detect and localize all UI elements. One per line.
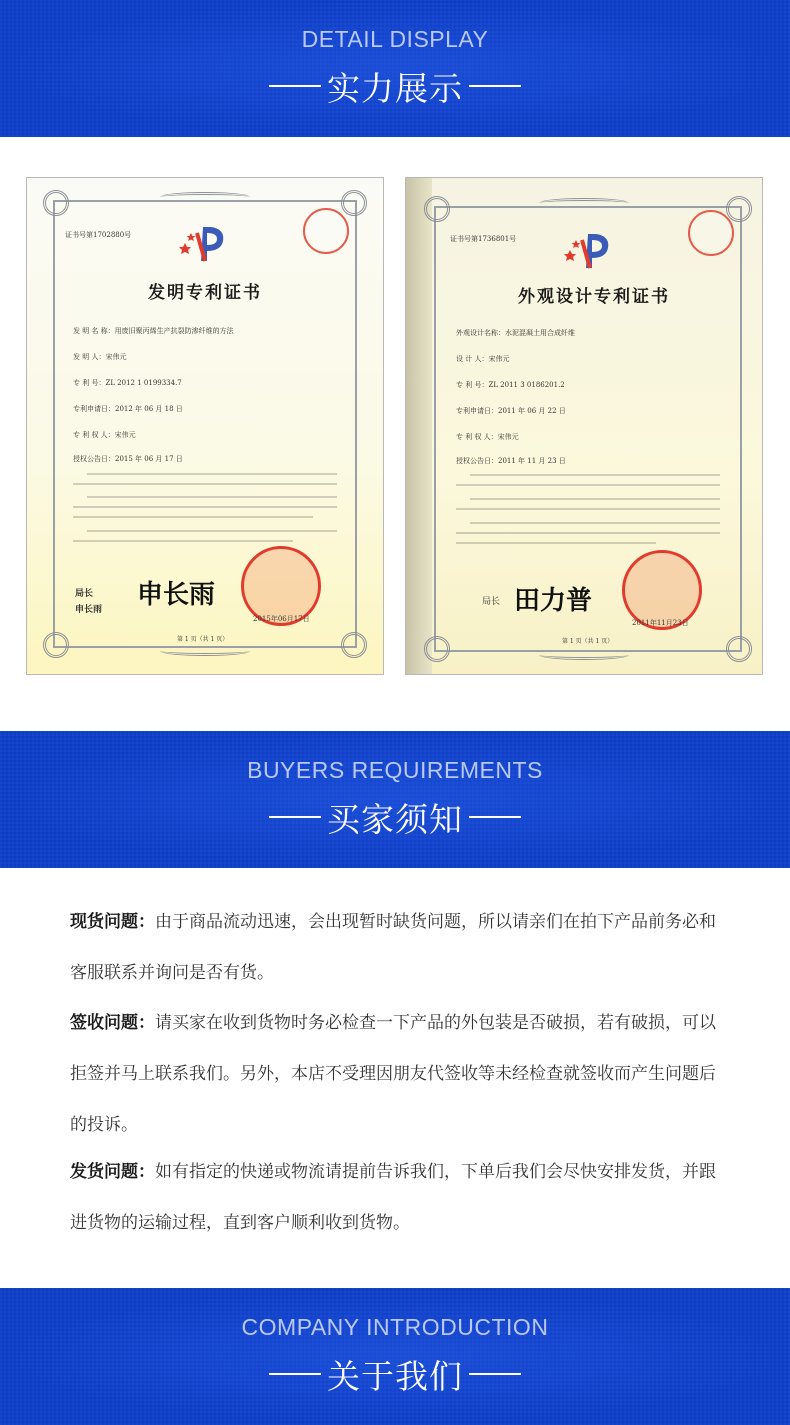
text-line	[470, 522, 720, 524]
announce-date: 授权公告日：2011 年 11 月 23 日	[456, 457, 566, 465]
apply-date: 专利申请日：2012 年 06 月 18 日	[73, 405, 183, 413]
corner-ornament	[726, 636, 752, 662]
patent-office-logo-icon	[177, 223, 233, 263]
certificate-title: 发明专利证书	[148, 283, 262, 303]
page-number: 第 1 页（共 1 页）	[562, 638, 614, 645]
patent-owner: 专 利 权 人：宋伟元	[73, 431, 136, 439]
small-stamp	[688, 210, 734, 256]
text-line	[456, 508, 720, 510]
corner-ornament	[43, 190, 69, 216]
title-dash-left	[269, 85, 321, 87]
certificate-design-patent	[405, 177, 763, 675]
director-name: 申长雨	[75, 605, 103, 615]
text-line	[73, 540, 293, 542]
banner-en-title: DETAIL DISPLAY	[301, 26, 489, 52]
text-line	[456, 484, 720, 486]
corner-ornament	[43, 632, 69, 658]
text-line	[87, 530, 337, 532]
title-dash-left	[269, 1373, 321, 1375]
text-line	[456, 542, 656, 544]
requirement-stock	[70, 897, 730, 999]
invention-name: 发 明 名 称：用废旧聚丙烯生产抗裂防渗纤维的方法	[73, 327, 234, 335]
corner-ornament	[726, 196, 752, 222]
director-signature: 田力普	[514, 586, 593, 616]
text-line	[470, 474, 720, 476]
certificate-invention-patent	[26, 177, 384, 675]
banner-en-title: BUYERS REQUIREMENTS	[247, 757, 543, 783]
corner-ornament	[424, 636, 450, 662]
banner-detail-display	[0, 0, 790, 137]
stamp-date: 2011年11月23日	[632, 619, 689, 627]
inventor: 发 明 人：宋伟元	[73, 353, 127, 361]
certificate-number: 证书号第1702880号	[65, 231, 132, 239]
banner-cn-row	[0, 1352, 790, 1396]
title-dash-right	[469, 816, 521, 818]
corner-ornament	[424, 196, 450, 222]
text-line	[73, 516, 313, 518]
title-dash-right	[469, 1373, 521, 1375]
banner-company-introduction	[0, 1288, 790, 1425]
director-signature: 申长雨	[137, 580, 216, 610]
small-stamp	[303, 208, 349, 254]
requirement-shipping	[70, 1147, 730, 1249]
page-shadow	[406, 178, 432, 674]
certificate-title: 外观设计专利证书	[518, 287, 670, 307]
requirement-signing	[70, 998, 730, 1151]
apply-date: 专利申请日：2011 年 06 月 22 日	[456, 407, 566, 415]
banner-cn-title: 关于我们	[327, 1356, 463, 1396]
patent-owner: 专 利 权 人：宋伟元	[456, 433, 519, 441]
banner-cn-title: 买家须知	[327, 799, 463, 839]
director-label: 局长	[482, 597, 501, 607]
director-label: 局长	[75, 589, 94, 599]
banner-en-title: COMPANY INTRODUCTION	[241, 1314, 549, 1340]
bottom-ornament	[160, 646, 250, 656]
requirement-text: 如有指定的快递或物流请提前告诉我们，下单后我们会尽快安排发货，并跟进货物的运输过程，直到客户顺利收到货物。	[70, 1162, 716, 1233]
text-line	[87, 496, 337, 498]
design-name: 外观设计名称：水泥混凝土用合成纤维	[456, 329, 575, 337]
text-line	[456, 532, 720, 534]
corner-ornament	[341, 632, 367, 658]
stamp-date: 2015年06月17日	[253, 615, 310, 623]
bottom-ornament	[539, 650, 629, 660]
patent-number: 专 利 号：ZL 2012 1 0199334.7	[73, 379, 182, 387]
requirement-text: 请买家在收到货物时务必检查一下产品的外包装是否破损，若有破损，可以拒签并马上联系我们。另外，本店不受理因朋友代签收等未经检查就签收而产生问题后的投诉。	[70, 1013, 716, 1135]
title-dash-right	[469, 85, 521, 87]
patent-office-logo-icon	[562, 230, 618, 270]
banner-cn-title: 实力展示	[327, 68, 463, 108]
text-line	[470, 498, 720, 500]
banner-cn-row	[0, 795, 790, 839]
top-ornament	[160, 192, 250, 202]
requirement-label: 签收问题：	[70, 1013, 155, 1033]
text-line	[73, 506, 337, 508]
announce-date: 授权公告日：2015 年 06 月 17 日	[73, 455, 183, 463]
patent-number: 专 利 号：ZL 2011 3 0186201.2	[456, 381, 565, 389]
corner-ornament	[341, 190, 367, 216]
page-number: 第 1 页（共 1 页）	[177, 636, 229, 643]
certificate-number: 证书号第1736801号	[450, 235, 517, 243]
banner-buyers-requirements	[0, 731, 790, 868]
requirement-label: 现货问题：	[70, 912, 155, 932]
banner-cn-row	[0, 64, 790, 108]
top-ornament	[539, 198, 629, 208]
text-line	[87, 473, 337, 475]
requirement-text: 由于商品流动迅速，会出现暂时缺货问题，所以请亲们在拍下产品前务必和客服联系并询问是否有货。	[70, 912, 716, 983]
text-line	[73, 483, 337, 485]
designer: 设 计 人：宋伟元	[456, 355, 510, 363]
title-dash-left	[269, 816, 321, 818]
requirement-label: 发货问题：	[70, 1162, 155, 1182]
